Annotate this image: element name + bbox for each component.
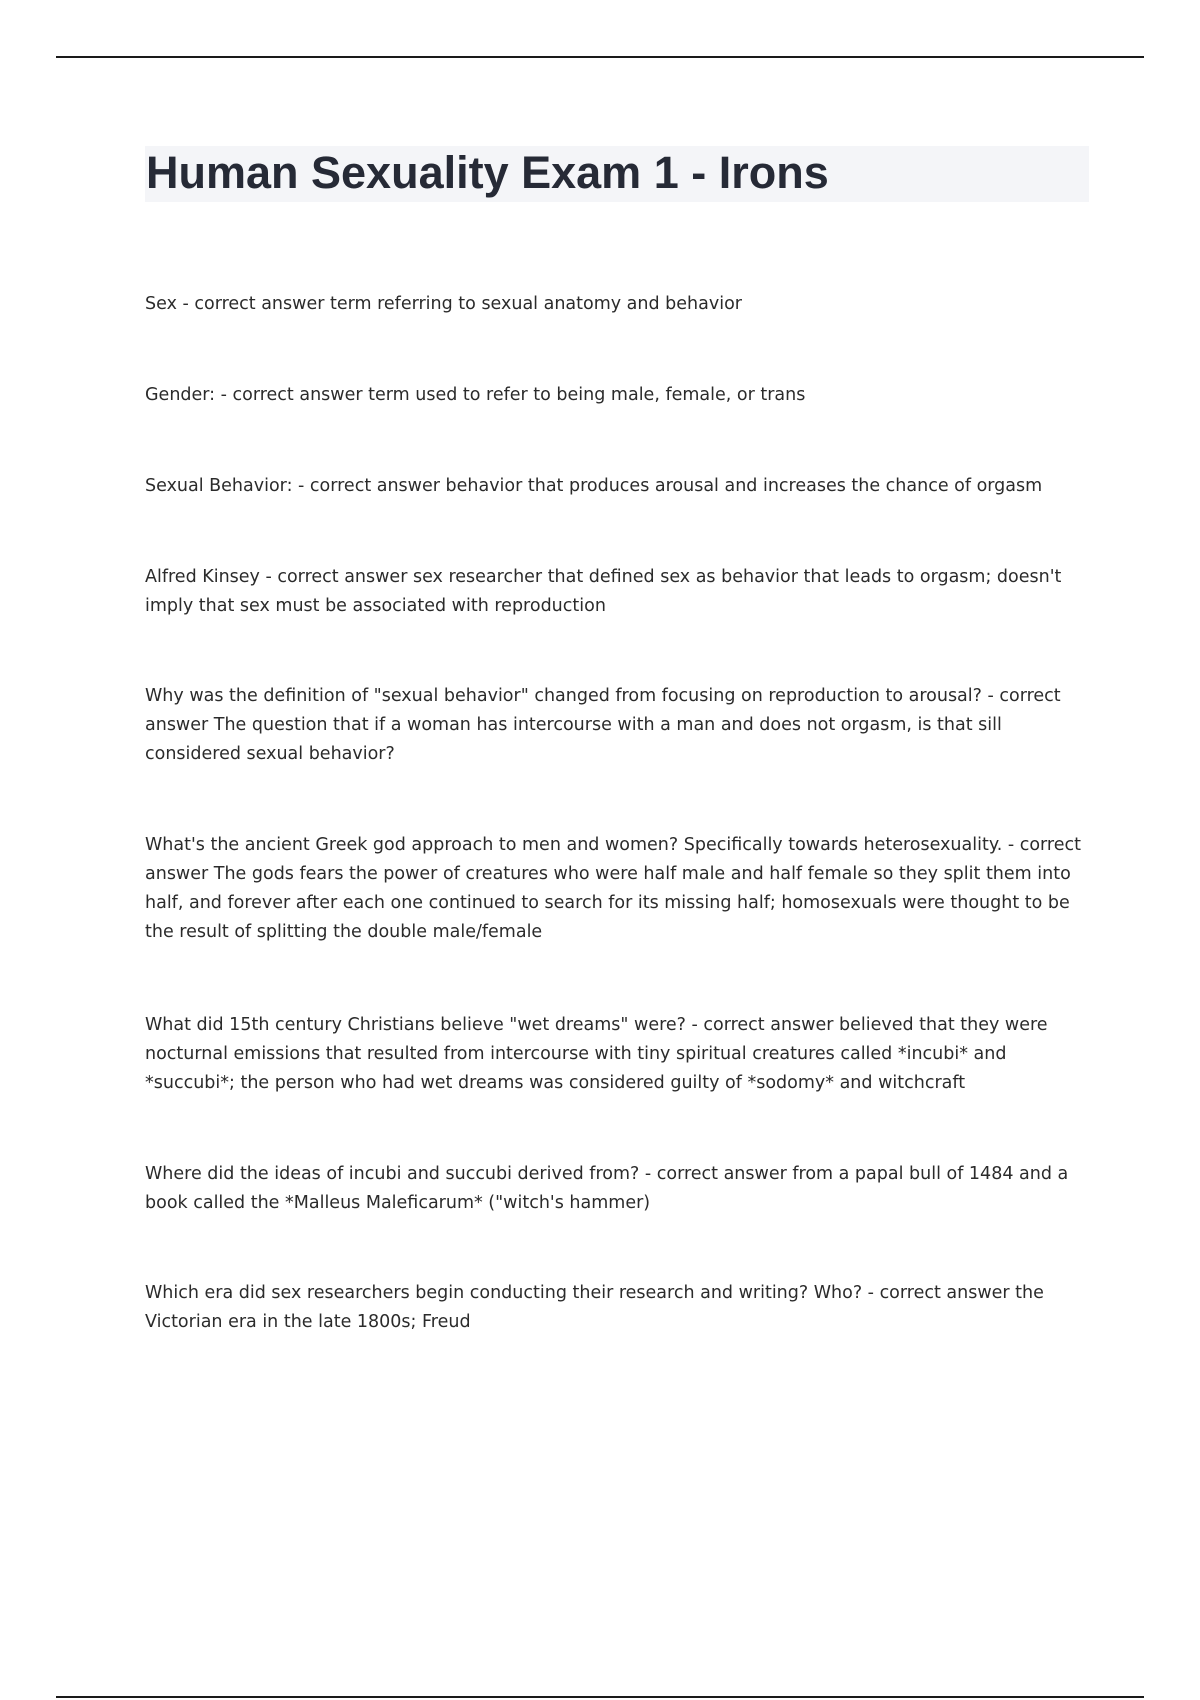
flashcard-4: Alfred Kinsey - correct answer sex researcher that defined sex as behavior that leads to orgasm; doesn't imply that sex must be associated with reproduction bbox=[145, 567, 1062, 616]
bottom-rule bbox=[56, 1696, 1144, 1698]
flashcard-3: Sexual Behavior: - correct answer behavior that produces arousal and increases the chance of orgasm bbox=[145, 476, 1043, 496]
flashcard-5: Why was the definition of "sexual behavior" changed from focusing on reproduction to arousal? - correct answer The question that if a woman has intercourse with a man and does not orgasm, is that sill considered sexual behavior? bbox=[145, 686, 1061, 764]
flashcard-2: Gender: - correct answer term used to refer to being male, female, or trans bbox=[145, 385, 806, 405]
flashcard-7: What did 15th century Christians believe "wet dreams" were? - correct answer believed that they were nocturnal emissions that resulted from intercourse with tiny spiritual creatures called *incubi* and *succubi*; the person who had wet dreams was considered guilty of *sodomy* and witchcraft bbox=[145, 1015, 1048, 1093]
top-rule bbox=[56, 56, 1144, 58]
flashcard-1: Sex - correct answer term referring to sexual anatomy and behavior bbox=[145, 294, 742, 314]
flashcard-6: What's the ancient Greek god approach to men and women? Specifically towards heterosexuality. - correct answer The gods fears the power of creatures who were half male and half female so they split them into half, and forever after each one continued to search for its missing half; homosexuals were thought to be the result of splitting the double male/female bbox=[145, 835, 1081, 942]
page-title: Human Sexuality Exam 1 - Irons bbox=[146, 147, 829, 198]
flashcard-9: Which era did sex researchers begin conducting their research and writing? Who? - correct answer the Victorian era in the late 1800s; Freud bbox=[145, 1283, 1044, 1332]
flashcard-8: Where did the ideas of incubi and succubi derived from? - correct answer from a papal bull of 1484 and a book called the *Malleus Maleficarum* ("witch's hammer) bbox=[145, 1164, 1069, 1213]
